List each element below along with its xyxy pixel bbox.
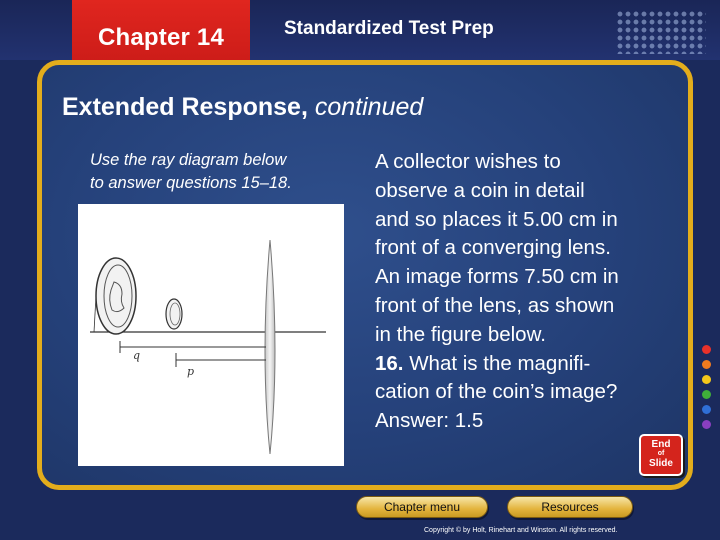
converging-lens bbox=[265, 240, 275, 454]
end-of-slide-button[interactable] bbox=[639, 434, 683, 476]
green-dot-icon bbox=[702, 390, 711, 399]
instruction-text bbox=[90, 149, 350, 195]
body-line: An image forms 7.50 cm in bbox=[375, 265, 619, 289]
red-dot-icon bbox=[702, 345, 711, 354]
side-dots bbox=[702, 345, 712, 435]
copyright-text: Copyright © by Holt, Rinehart and Winston. All rights reserved. bbox=[424, 527, 618, 534]
resources-button[interactable] bbox=[507, 496, 633, 518]
resources-label: Resources bbox=[541, 500, 599, 514]
answer-text: Answer: 1.5 bbox=[375, 409, 484, 433]
header-subtitle: Standardized Test Prep bbox=[284, 18, 494, 39]
slide-title bbox=[62, 93, 423, 122]
ray-diagram-svg bbox=[78, 204, 344, 466]
end-slide-label: of bbox=[657, 450, 665, 457]
instruction-line: to answer questions 15–18. bbox=[90, 174, 292, 192]
end-slide-label: End bbox=[651, 439, 671, 450]
dot-grid-icon bbox=[616, 10, 706, 54]
chapter-menu-label: Chapter menu bbox=[383, 500, 461, 514]
ray-diagram-figure bbox=[78, 204, 344, 466]
label-q: q bbox=[133, 349, 141, 362]
question-line bbox=[375, 350, 675, 379]
label-p: p bbox=[187, 365, 195, 378]
yellow-dot-icon bbox=[702, 375, 711, 384]
question-number: 16. bbox=[375, 351, 404, 375]
blue-dot-icon bbox=[702, 405, 711, 414]
coin-image-icon bbox=[94, 258, 136, 334]
orange-dot-icon bbox=[702, 360, 711, 369]
body-line: observe a coin in detail bbox=[375, 178, 585, 202]
end-slide-label: Slide bbox=[649, 458, 673, 469]
purple-dot-icon bbox=[702, 420, 711, 429]
question-text bbox=[375, 148, 675, 436]
slide-title-main: Extended Response, bbox=[62, 93, 308, 121]
body-line: in the figure below. bbox=[375, 322, 546, 346]
instruction-line: Use the ray diagram below bbox=[90, 151, 287, 169]
body-line: and so places it 5.00 cm in bbox=[375, 207, 618, 231]
slide-title-continued: continued bbox=[314, 93, 424, 121]
body-line: A collector wishes to bbox=[375, 150, 561, 173]
chapter-label: Chapter 14 bbox=[97, 24, 225, 51]
coin-object-icon bbox=[166, 299, 182, 329]
question-text-part: What is the magnifi- bbox=[409, 351, 591, 375]
chapter-number: 14 bbox=[196, 24, 225, 51]
body-line: front of the lens, as shown bbox=[375, 293, 615, 317]
question-line: cation of the coin’s image? bbox=[375, 380, 618, 404]
body-line: front of a converging lens. bbox=[375, 236, 611, 260]
chapter-menu-button[interactable] bbox=[356, 496, 488, 518]
